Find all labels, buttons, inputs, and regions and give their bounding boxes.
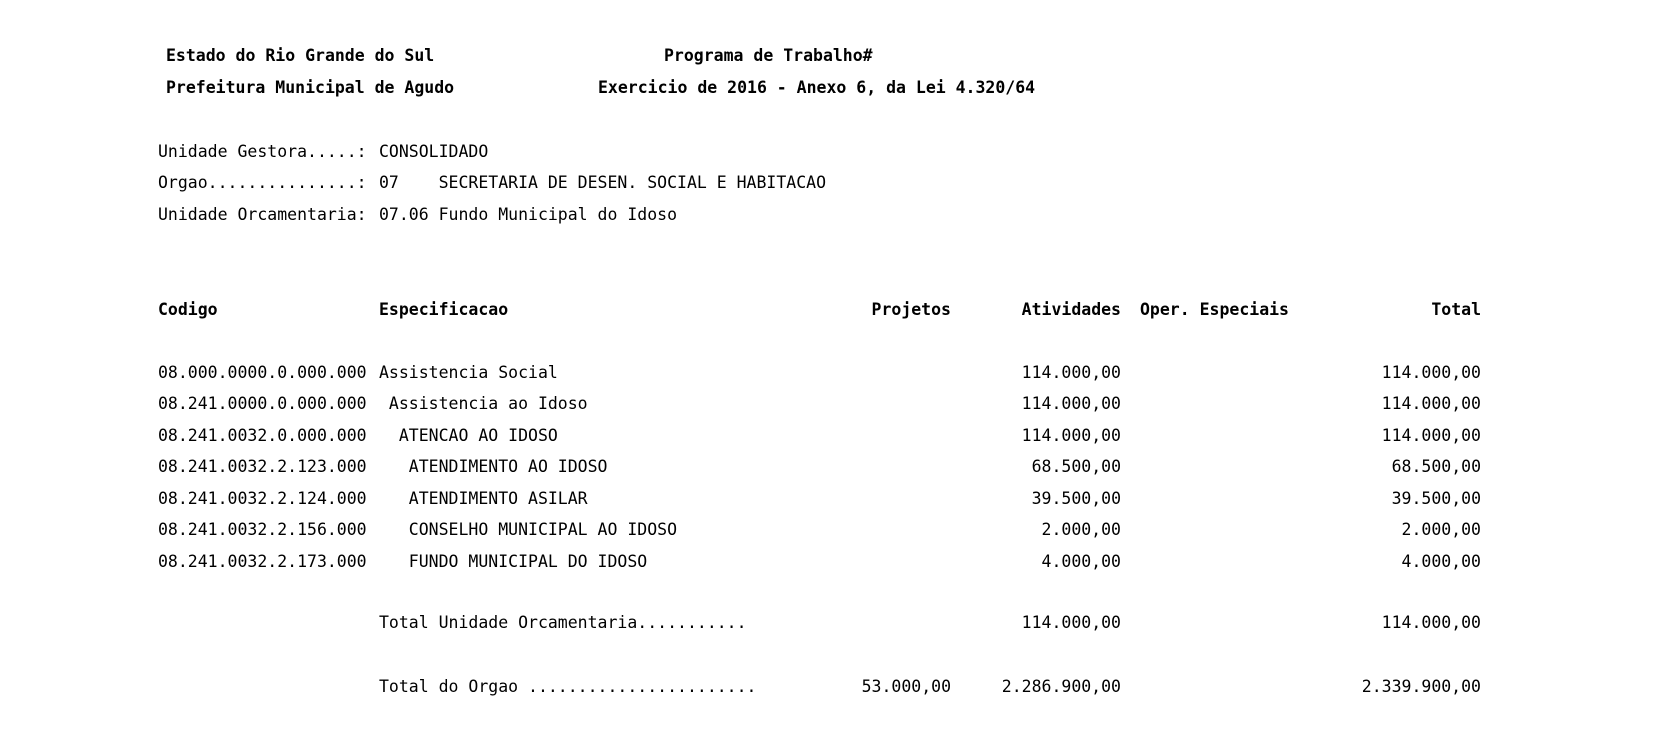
state-name: Estado do Rio Grande do Sul xyxy=(166,46,435,65)
table-header-row xyxy=(0,299,1653,321)
header-codigo: Codigo xyxy=(158,300,218,319)
row-codigo: 08.000.0000.0.000.000 xyxy=(158,363,367,382)
table-row xyxy=(0,362,1653,384)
total-projetos xyxy=(771,612,951,634)
total-total: 114.000,00 xyxy=(1381,613,1481,632)
row-especificacao: ATENDIMENTO ASILAR xyxy=(379,489,588,508)
row-projetos xyxy=(771,425,951,447)
row-oper-especiais xyxy=(1109,425,1289,447)
row-especificacao: ATENDIMENTO AO IDOSO xyxy=(379,457,608,476)
total-atividades: 2.286.900,00 xyxy=(1001,677,1121,696)
row-codigo: 08.241.0032.0.000.000 xyxy=(158,426,367,445)
row-total: 114.000,00 xyxy=(1381,394,1481,413)
row-total: 114.000,00 xyxy=(1381,426,1481,445)
row-projetos xyxy=(771,456,951,478)
total-unidade-orcamentaria-row xyxy=(0,612,1653,634)
meta-unidade-orcamentaria xyxy=(0,204,1653,226)
row-total: 114.000,00 xyxy=(1381,363,1481,382)
total-total: 2.339.900,00 xyxy=(1361,677,1481,696)
row-oper-especiais xyxy=(1109,362,1289,384)
total-atividades: 114.000,00 xyxy=(1021,613,1121,632)
row-especificacao: Assistencia Social xyxy=(379,363,558,382)
row-total: 68.500,00 xyxy=(1391,457,1481,476)
row-projetos xyxy=(771,519,951,541)
row-oper-especiais xyxy=(1109,393,1289,415)
table-row xyxy=(0,519,1653,541)
total-oper-especiais xyxy=(1109,612,1289,634)
orgao-label: Orgao...............: xyxy=(158,173,367,192)
row-oper-especiais xyxy=(1109,551,1289,573)
row-projetos xyxy=(771,488,951,510)
unidade-gestora-label: Unidade Gestora.....: xyxy=(158,142,367,161)
row-projetos xyxy=(771,362,951,384)
municipality-name: Prefeitura Municipal de Agudo xyxy=(166,78,455,97)
header-especificacao: Especificacao xyxy=(379,300,509,319)
row-oper-especiais xyxy=(1109,488,1289,510)
row-oper-especiais xyxy=(1109,519,1289,541)
unidade-gestora-value: CONSOLIDADO xyxy=(379,142,489,161)
row-codigo: 08.241.0032.2.124.000 xyxy=(158,489,367,508)
row-especificacao: FUNDO MUNICIPAL DO IDOSO xyxy=(379,552,648,571)
unidade-orcamentaria-label: Unidade Orcamentaria: xyxy=(158,205,367,224)
row-codigo: 08.241.0032.2.123.000 xyxy=(158,457,367,476)
row-codigo: 08.241.0000.0.000.000 xyxy=(158,394,367,413)
row-especificacao: CONSELHO MUNICIPAL AO IDOSO xyxy=(379,520,678,539)
row-atividades: 2.000,00 xyxy=(1041,520,1121,539)
row-projetos xyxy=(771,551,951,573)
row-total: 4.000,00 xyxy=(1401,552,1481,571)
row-codigo: 08.241.0032.2.156.000 xyxy=(158,520,367,539)
row-oper-especiais xyxy=(1109,456,1289,478)
table-row xyxy=(0,393,1653,415)
report-subtitle: Exercicio de 2016 - Anexo 6, da Lei 4.320/64 xyxy=(598,78,1036,97)
table-row xyxy=(0,551,1653,573)
row-atividades: 68.500,00 xyxy=(1031,457,1121,476)
row-atividades: 114.000,00 xyxy=(1021,394,1121,413)
table-row xyxy=(0,488,1653,510)
total-label: Total do Orgao ....................... xyxy=(379,677,757,696)
meta-unidade-gestora xyxy=(0,141,1653,163)
header-total: Total xyxy=(1431,300,1481,319)
unidade-orcamentaria-value: 07.06 Fundo Municipal do Idoso xyxy=(379,205,678,224)
row-codigo: 08.241.0032.2.173.000 xyxy=(158,552,367,571)
meta-orgao xyxy=(0,172,1653,194)
row-especificacao: ATENCAO AO IDOSO xyxy=(379,426,558,445)
table-row xyxy=(0,425,1653,447)
row-total: 39.500,00 xyxy=(1391,489,1481,508)
total-label: Total Unidade Orcamentaria........... xyxy=(379,613,747,632)
row-atividades: 4.000,00 xyxy=(1041,552,1121,571)
table-row xyxy=(0,456,1653,478)
row-atividades: 39.500,00 xyxy=(1031,489,1121,508)
report-header-line-2 xyxy=(0,77,1653,99)
report-header-line-1 xyxy=(0,45,1653,67)
orgao-value: 07 SECRETARIA DE DESEN. SOCIAL E HABITACAO xyxy=(379,173,827,192)
total-projetos: 53.000,00 xyxy=(861,677,951,696)
row-atividades: 114.000,00 xyxy=(1021,363,1121,382)
row-projetos xyxy=(771,393,951,415)
header-oper-especiais: Oper. Especiais xyxy=(1139,300,1289,319)
report-title: Programa de Trabalho# xyxy=(664,46,873,65)
total-orgao-row xyxy=(0,676,1653,698)
total-oper-especiais xyxy=(1109,676,1289,698)
row-especificacao: Assistencia ao Idoso xyxy=(379,394,588,413)
header-projetos: Projetos xyxy=(871,300,951,319)
header-atividades: Atividades xyxy=(1021,300,1121,319)
row-atividades: 114.000,00 xyxy=(1021,426,1121,445)
row-total: 2.000,00 xyxy=(1401,520,1481,539)
